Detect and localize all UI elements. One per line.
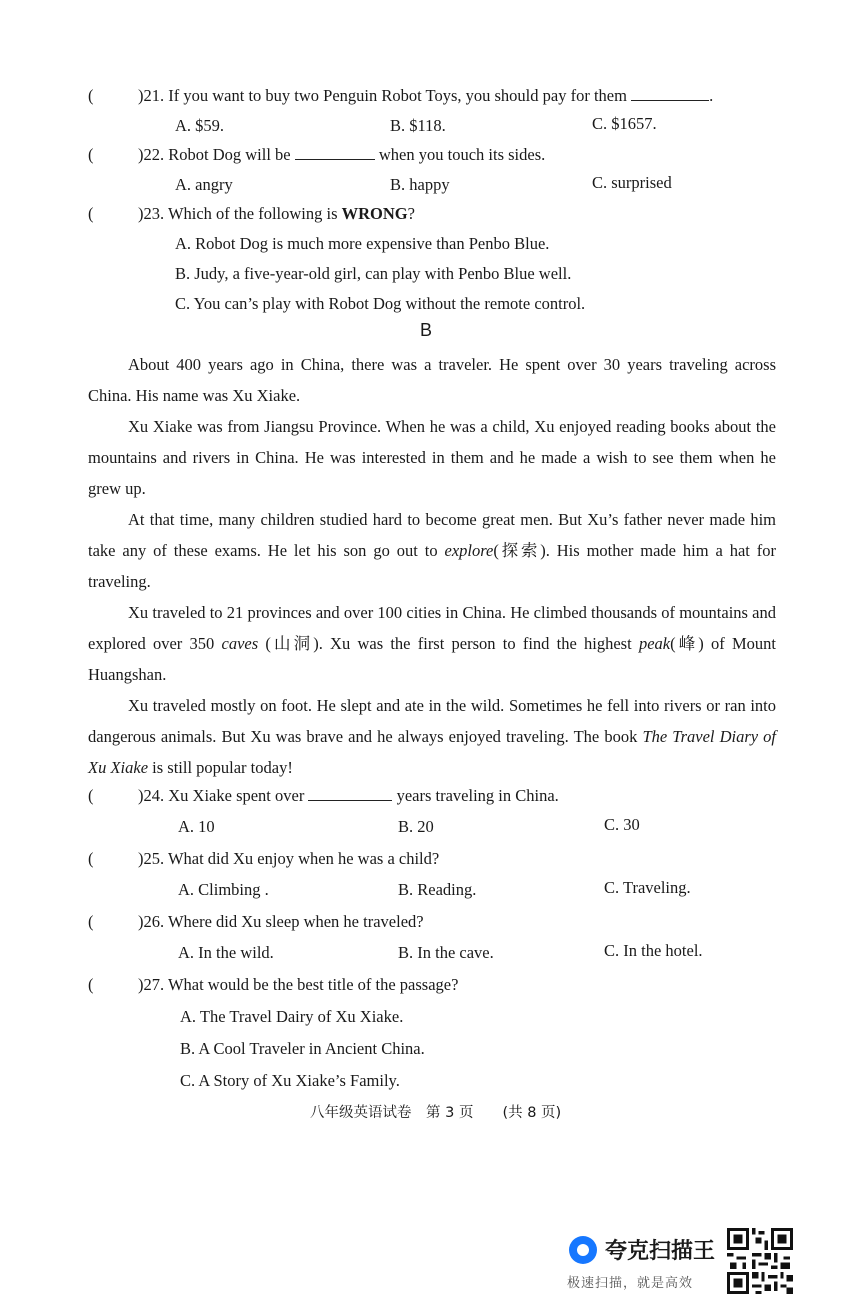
question-text: What would be the best title of the passage? xyxy=(167,975,459,994)
section-heading: B xyxy=(420,320,433,340)
scanner-logo-icon xyxy=(569,1236,597,1264)
question-stem xyxy=(138,912,424,932)
option-c: C. 30 xyxy=(604,815,640,834)
question-stem: )22. Robot Dog will be when you touch its sides. xyxy=(138,145,546,164)
option-a: A. Climbing . xyxy=(178,880,269,899)
option-c: C. Traveling. xyxy=(604,878,691,897)
answer-bracket: ( xyxy=(88,849,94,868)
answer-bracket: ( xyxy=(88,786,94,805)
gloss: (探索) xyxy=(493,541,546,560)
option-a: A. angry xyxy=(175,175,233,194)
answer-bracket: ( xyxy=(88,912,94,931)
option-b: B. Reading. xyxy=(398,880,477,899)
option-a: A. Robot Dog is much more expensive than Penbo Blue. xyxy=(175,234,550,253)
option-c: C. You can’s play with Robot Dog without the remote control. xyxy=(175,294,586,313)
answer-blank xyxy=(308,786,392,801)
glossed-word: explore xyxy=(444,541,494,560)
option-c: C. In the hotel. xyxy=(604,941,703,960)
question-text: Xu Xiake spent over xyxy=(168,786,305,805)
question-stem xyxy=(138,975,458,995)
question-number: )27. xyxy=(138,975,165,994)
paragraph-5: Xu traveled mostly on foot. He slept and ate in the wild. Sometimes he fell into rivers or ran into dangerous animals. But Xu was brave and he always enjoyed traveling. The book The Travel Diary of Xu Xiake is still popular today! xyxy=(88,696,777,777)
option-b: B. A Cool Traveler in Ancient China. xyxy=(180,1039,425,1058)
book-title: The Travel Diary of Xu Xiake xyxy=(88,727,777,777)
option-a: A. The Travel Dairy of Xu Xiake. xyxy=(180,1007,404,1026)
gloss: (山洞) xyxy=(265,634,319,653)
question-number: )22. xyxy=(138,145,165,164)
question-stem: )24. Xu Xiake spent over years traveling in China. xyxy=(138,786,559,805)
question-stem xyxy=(138,849,439,869)
answer-bracket: ( xyxy=(88,86,94,105)
answer-bracket: ( xyxy=(88,975,94,994)
question-number: )21. xyxy=(138,86,165,105)
question-number: )26. xyxy=(138,912,165,931)
option-b: B. $118. xyxy=(390,116,446,135)
option-c: C. A Story of Xu Xiake’s Family. xyxy=(180,1071,400,1090)
emphasis-word: WRONG xyxy=(341,204,408,223)
glossed-word: peak xyxy=(638,634,671,653)
answer-bracket: ( xyxy=(88,145,94,164)
question-text: What did Xu enjoy when he was a child? xyxy=(167,849,440,868)
question-number: )24. xyxy=(138,786,165,805)
question-text: If you want to buy two Penguin Robot Toys, you should pay for them xyxy=(168,86,627,105)
option-c: C. $1657. xyxy=(592,114,657,133)
paragraph-3: At that time, many children studied hard to become great men. But Xu’s father never made him take any of these exams. He let his son go out to explore(探索). His mother made him a hat for traveling. xyxy=(88,510,777,591)
question-number: )25. xyxy=(138,849,165,868)
question-stem: )21. If you want to buy two Penguin Robot Toys, you should pay for them . xyxy=(138,86,714,105)
answer-blank xyxy=(295,145,375,160)
question-text: Robot Dog will be xyxy=(168,145,291,164)
glossed-word: caves xyxy=(221,634,259,653)
option-a: A. 10 xyxy=(178,817,215,836)
question-number: )23. xyxy=(138,204,165,223)
option-a: A. $59. xyxy=(175,116,225,135)
option-b: B. In the cave. xyxy=(398,943,494,962)
answer-bracket: ( xyxy=(88,204,94,223)
question-text: Where did Xu sleep when he traveled? xyxy=(167,912,424,931)
paragraph-4: Xu traveled to 21 provinces and over 100 cities in China. He climbed thousands of mountains and explored over 350 caves (山洞). Xu was the first person to find the highest peak(峰) of Mount Huangshan. xyxy=(88,603,777,684)
option-b: B. Judy, a five-year-old girl, can play with Penbo Blue well. xyxy=(175,264,572,283)
option-a: A. In the wild. xyxy=(178,943,274,962)
answer-blank xyxy=(631,86,709,101)
paragraph-2: Xu Xiake was from Jiangsu Province. When he was a child, Xu enjoyed reading books about the mountains and rivers in China. He was interested in them and he made a wish to see them when he grew up. xyxy=(88,417,776,498)
option-c: C. surprised xyxy=(592,173,672,192)
scanner-app-name: 夸克扫描王 xyxy=(605,1239,716,1264)
qr-code-icon xyxy=(727,1228,793,1294)
reading-passage xyxy=(88,349,776,783)
scanner-watermark xyxy=(565,1228,725,1291)
page-footer: 八年级英语试卷 第 3 页 (共 8 页) xyxy=(310,1105,562,1121)
paragraph-1: About 400 years ago in China, there was a traveler. He spent over 30 years traveling across China. His name was Xu Xiake. xyxy=(88,355,776,405)
question-stem: )23. Which of the following is WRONG? xyxy=(138,204,415,223)
option-b: B. happy xyxy=(390,175,450,194)
question-text: Which of the following is xyxy=(167,204,338,223)
gloss: (峰) xyxy=(670,634,704,653)
scanner-slogan: 极速扫描，就是高效 xyxy=(567,1276,694,1291)
option-b: B. 20 xyxy=(398,817,434,836)
